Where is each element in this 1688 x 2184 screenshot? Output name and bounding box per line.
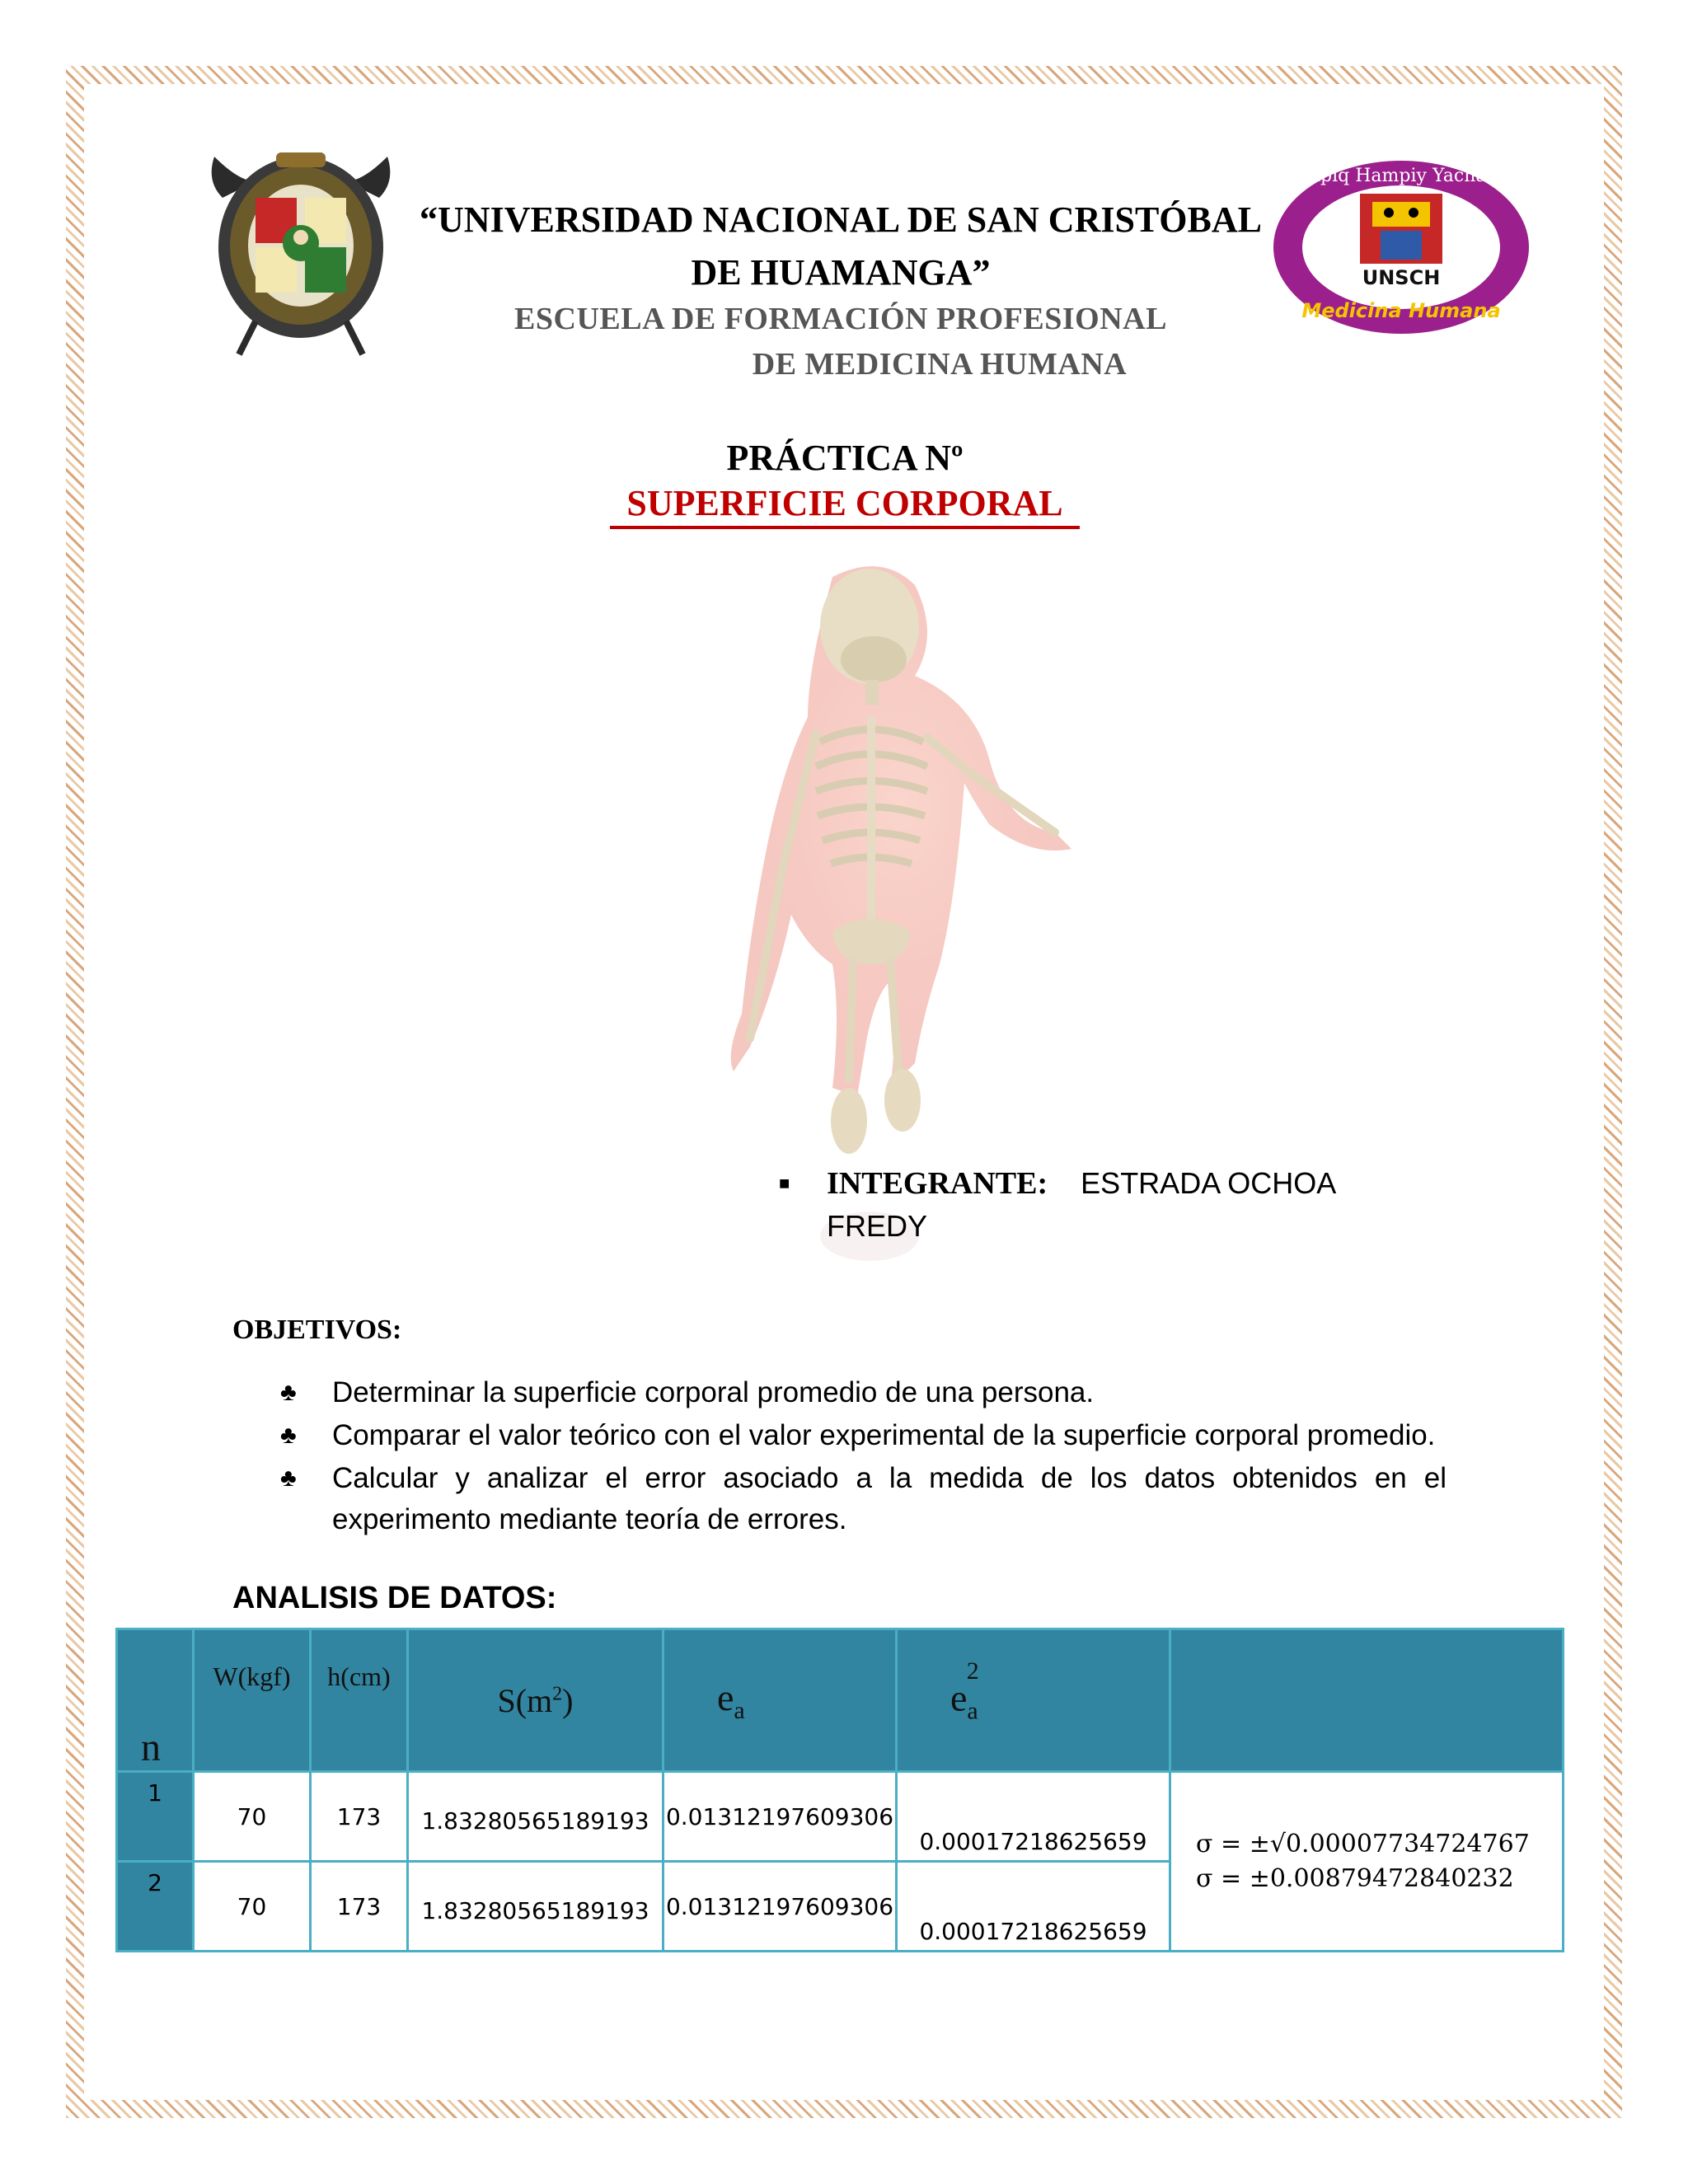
table-row	[117, 1772, 1564, 1862]
logo-ring-text: Hampiq Hampiy Yachachiq	[1276, 166, 1526, 186]
col-header-s-sup: 2	[552, 1683, 563, 1705]
cell-n: 1	[117, 1772, 194, 1862]
cell-ea: 0.01312197609306	[663, 1862, 897, 1952]
university-name	[412, 194, 1269, 299]
cell-h: 173	[311, 1772, 408, 1862]
col-header-ea2-text: e	[950, 1676, 968, 1719]
objetivo-item	[280, 1415, 1447, 1456]
objetivos-heading: OBJETIVOS:	[232, 1315, 402, 1345]
cell-s: 1.83280565189193	[408, 1772, 663, 1862]
objetivo-item	[280, 1458, 1447, 1540]
cell-ea2: 0.00017218625659	[897, 1862, 1170, 1952]
cell-h: 173	[311, 1862, 408, 1952]
sigma-cell	[1170, 1772, 1564, 1952]
col-header-ea2-sub: a	[967, 1697, 978, 1725]
practica-title: PRÁCTICA Nº	[726, 438, 964, 478]
col-header-blank	[1170, 1629, 1564, 1772]
subject-title: SUPERFICIE CORPORAL	[610, 482, 1080, 529]
university-name-line2: DE HUAMANGA”	[691, 252, 991, 293]
cell-w: 70	[194, 1862, 311, 1952]
medicina-humana-logo	[1269, 157, 1533, 338]
integrante-block	[779, 1162, 1372, 1248]
club-bullet-icon: ♣	[280, 1465, 297, 1492]
square-bullet-icon: ■	[779, 1173, 790, 1193]
col-header-w: W(kgf)	[194, 1629, 311, 1772]
school-name-line1: ESCUELA DE FORMACIÓN PROFESIONAL	[514, 302, 1167, 336]
cell-ea2: 0.00017218625659	[897, 1772, 1170, 1862]
table-header-row	[117, 1629, 1564, 1772]
col-header-ea2	[897, 1629, 1170, 1772]
cell-n: 2	[117, 1862, 194, 1952]
school-name-line2: DE MEDICINA HUMANA	[752, 347, 1128, 382]
club-bullet-icon: ♣	[280, 1379, 297, 1406]
analisis-heading: ANALISIS DE DATOS:	[232, 1581, 557, 1615]
col-header-ea2-sup: 2	[966, 1657, 979, 1685]
col-header-ea	[663, 1629, 897, 1772]
objetivos-list	[280, 1372, 1447, 1542]
objetivo-text: Determinar la superficie corporal promedio de una persona.	[332, 1376, 1095, 1408]
integrante-label: INTEGRANTE:	[827, 1166, 1048, 1201]
col-header-s	[408, 1629, 663, 1772]
university-crest-icon	[206, 148, 396, 363]
objetivo-text: Comparar el valor teórico con el valor experimental de la superficie corporal promedio.	[332, 1419, 1436, 1451]
cell-s: 1.83280565189193	[408, 1862, 663, 1952]
col-header-n: n	[117, 1629, 194, 1772]
sigma-line2: σ = ±0.00879472840232	[1196, 1863, 1514, 1893]
col-header-s-text: S(m	[497, 1681, 553, 1719]
university-name-line1: “UNIVERSIDAD NACIONAL DE SAN CRISTÓBAL	[420, 199, 1262, 240]
sigma-line1: σ = ±√0.00007734724767	[1196, 1829, 1530, 1858]
data-table	[115, 1628, 1564, 1952]
col-header-h: h(cm)	[311, 1629, 408, 1772]
cell-w: 70	[194, 1772, 311, 1862]
integrante-name-line1: ESTRADA OCHOA	[1081, 1166, 1337, 1200]
integrante-name-line2: FREDY	[827, 1209, 928, 1243]
logo-bottom-text: Medicina Humana	[1301, 299, 1501, 322]
objetivo-text: Calcular y analizar el error asociado a la medida de los datos obtenidos en el experimento mediante teoría de errores.	[332, 1462, 1447, 1535]
col-header-s-close: )	[562, 1681, 574, 1719]
col-header-ea-sub: a	[734, 1697, 745, 1725]
club-bullet-icon: ♣	[280, 1422, 297, 1449]
cell-ea: 0.01312197609306	[663, 1772, 897, 1862]
objetivo-item	[280, 1372, 1447, 1413]
logo-center-text: UNSCH	[1362, 266, 1441, 289]
col-header-ea-text: e	[717, 1675, 734, 1718]
